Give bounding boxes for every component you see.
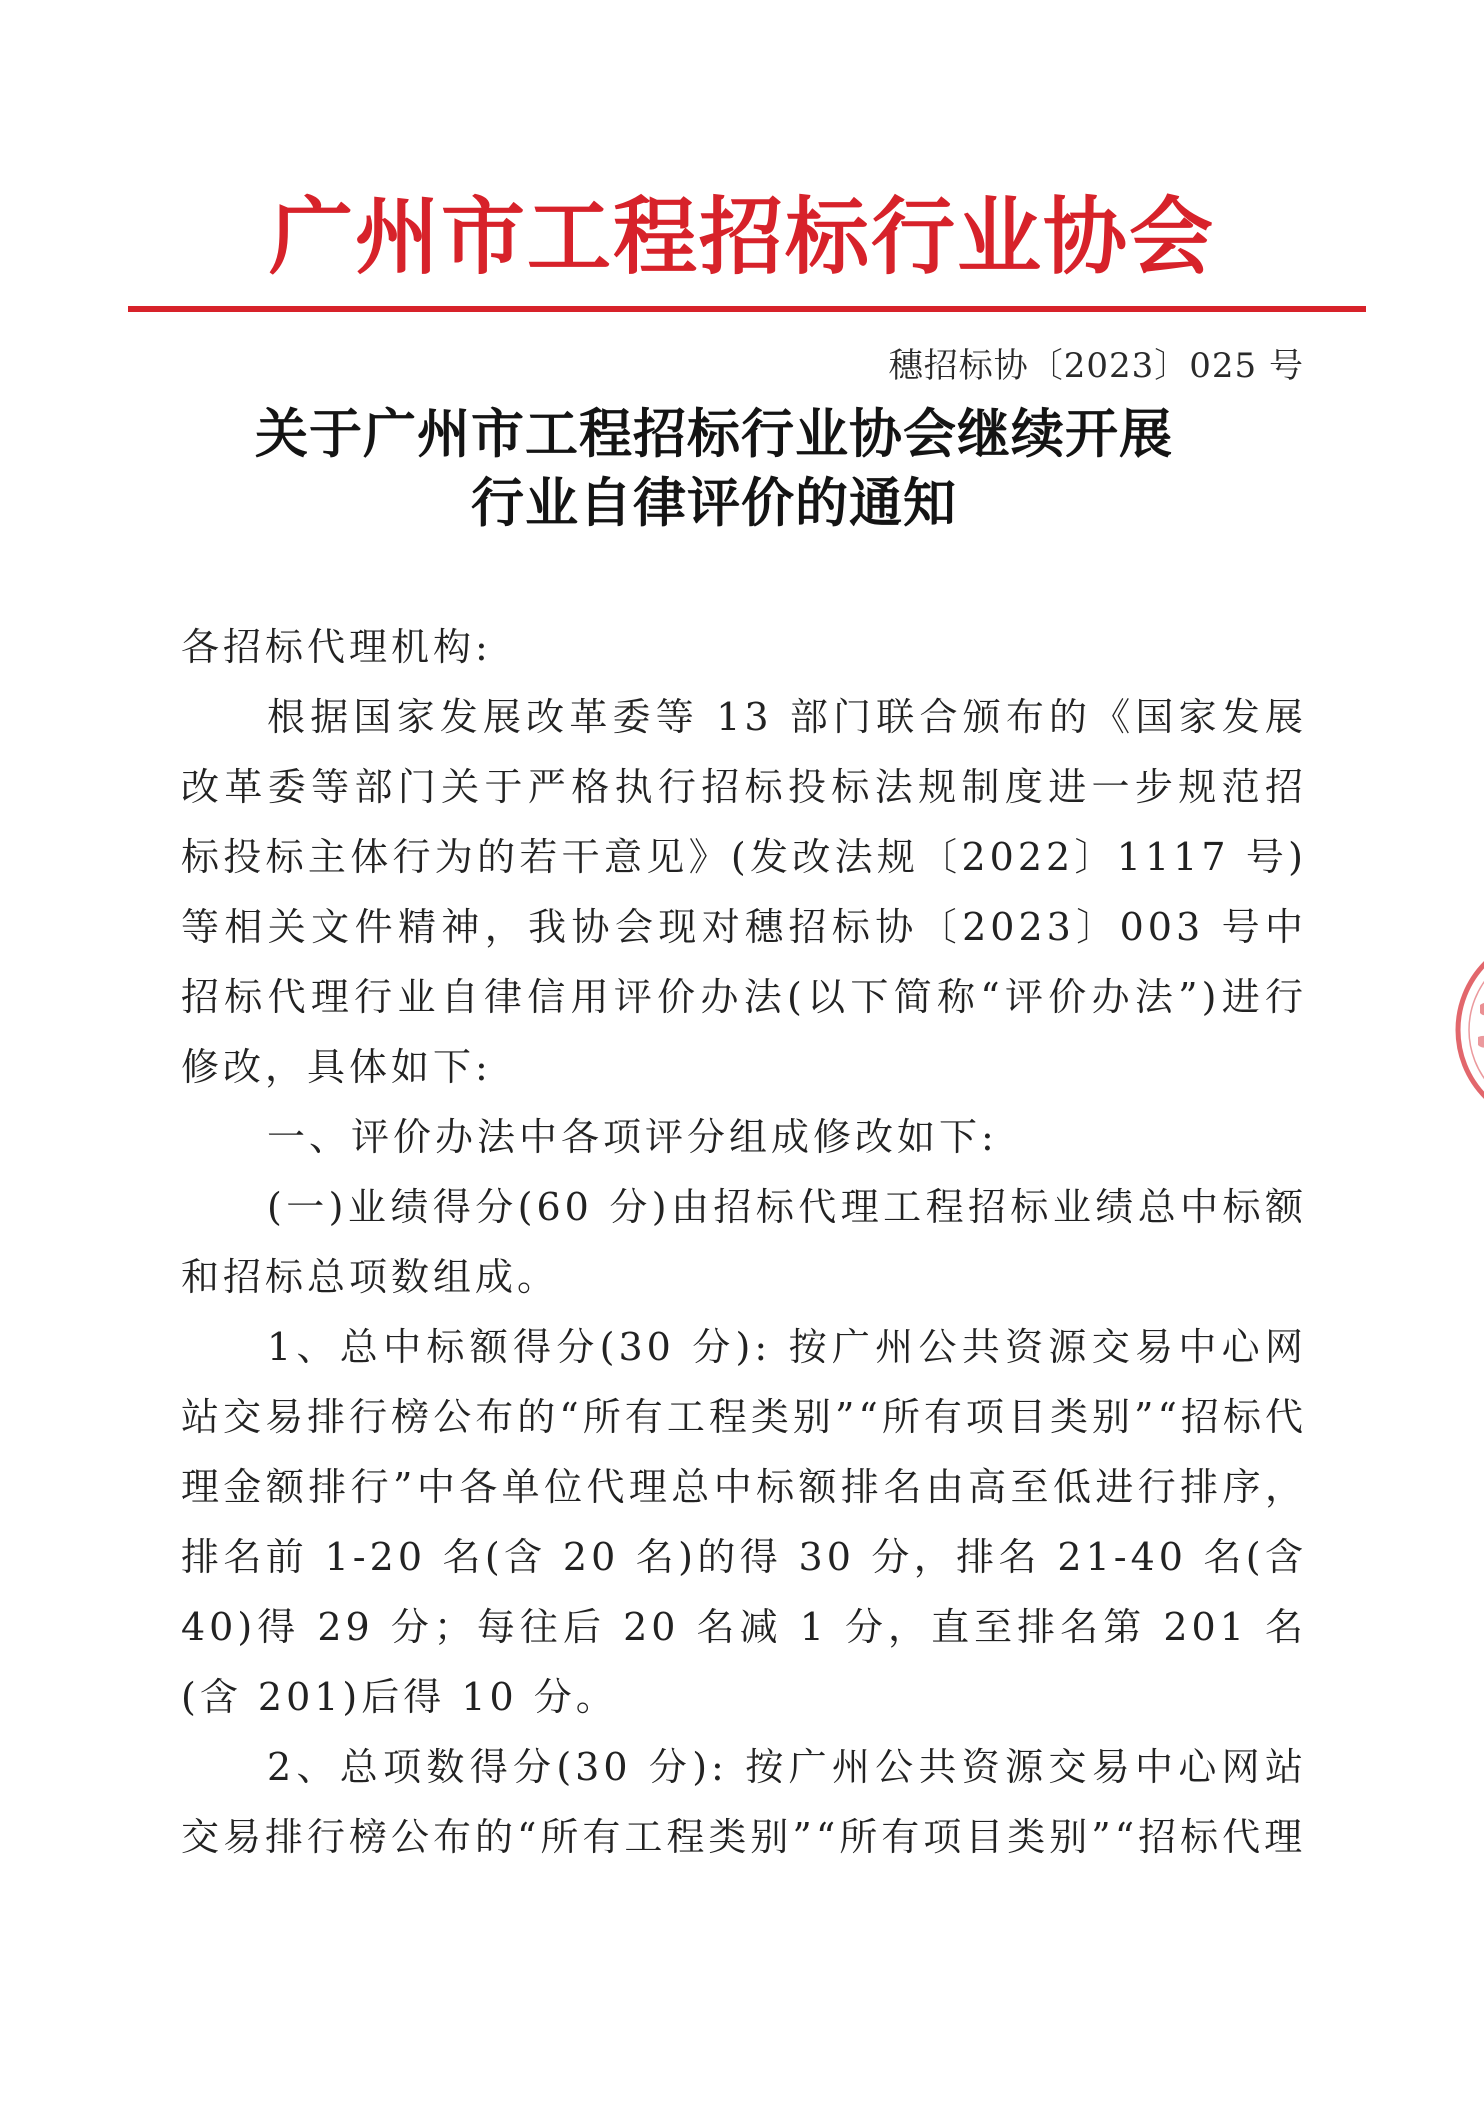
notice-title-line-1: 关于广州市工程招标行业协会继续开展 [255,404,1173,465]
letterhead-divider [128,306,1366,312]
official-seal-edge [1448,925,1484,1135]
document-body [181,612,1307,1872]
paragraph: 2、总项数得分(30 分): 按广州公共资源交易中心网站交易排行榜公布的“所有工程类别”“所有项目类别”“招标代理 [181,1745,1307,1859]
paragraph: 一、评价办法中各项评分组成修改如下: [267,1115,998,1159]
document-number: 穗招标协〔2023〕025 号 [888,346,1304,386]
paragraph: 根据国家发展改革委等 13 部门联合颁布的《国家发展改革委等部门关于严格执行招标投标法规制度进一步规范招标投标主体行为的若干意见》(发改法规〔2022〕1117 号)等相关文件精神，我协会现对穗招标协〔2023〕003 号中招标代理行业自律信用评价办法(以下简称“评价办法”)进行修改，具体如下: [181,695,1307,1089]
paragraph: 1、总中标额得分(30 分): 按广州公共资源交易中心网站交易排行榜公布的“所有工程类别”“所有项目类别”“招标代理金额排行”中各单位代理总中标额排名由高至低进行排序，排名前 1-20 名(含 20 名)的得 30 分，排名 21-40 名(含 40)得 29 分；每往后 20 名减 1 分，直至排名第 201 名(含 201)后得 10 分。 [181,1325,1307,1719]
notice-title-line-2: 行业自律评价的通知 [471,473,957,534]
paragraph: (一)业绩得分(60 分)由招标代理工程招标业绩总中标额和招标总项数组成。 [181,1185,1307,1299]
salutation: 各招标代理机构: [181,625,492,669]
organization-letterhead: 广州市工程招标行业协会 [268,187,1215,286]
